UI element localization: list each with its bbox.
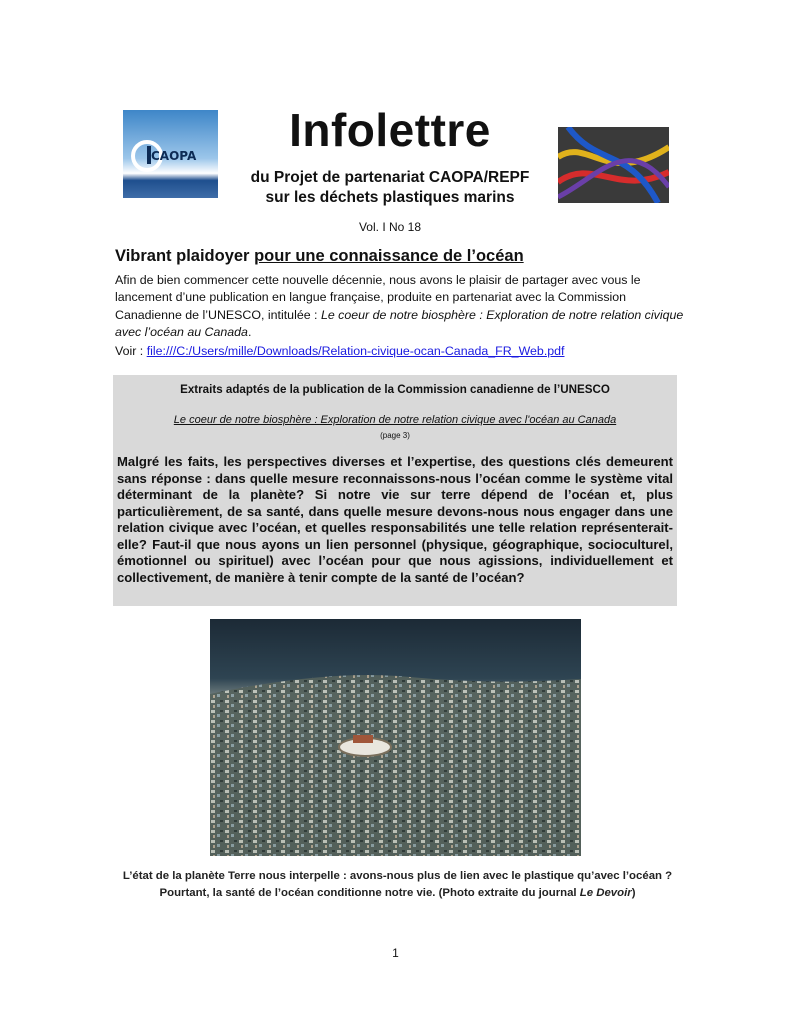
page-number: 1 [392, 946, 399, 960]
subtitle-line-2: sur les déchets plastiques marins [265, 189, 515, 206]
plastic-ocean-photo [210, 619, 581, 856]
caption-line-2: Pourtant, la santé de l’océan conditionne notre vie. (Photo extraite du journal Le Devoir) [159, 887, 636, 899]
photo-caption [110, 868, 685, 902]
extract-box [113, 375, 677, 606]
article-headline [115, 247, 524, 266]
headline-underlined: pour une connaissance de l’océan [254, 247, 524, 265]
subtitle-line-1: du Projet de partenariat CAOPA/REPF [250, 169, 530, 186]
extract-page-reference: (page 3) [380, 431, 410, 440]
intro-paragraph [115, 272, 690, 342]
intro-text: Afin de bien commencer cette nouvelle décennie, nous avons le plaisir de partager avec vous le lancement d’une publication en langue française, produite en partenariat avec la Commission Canadienne de l’UNESCO, intitulée : [115, 273, 641, 322]
publication-link[interactable]: file:///C:/Users/mille/Downloads/Relation-civique-ocan-Canada_FR_Web.pdf [146, 344, 565, 358]
see-line [115, 344, 564, 358]
volume-number: Vol. I No 18 [358, 220, 422, 234]
caopa-logo [123, 110, 218, 198]
intro-text-end: . [247, 325, 252, 340]
newsletter-title: Infolettre [289, 104, 491, 156]
caption-source: Le Devoir [579, 887, 632, 899]
newsletter-subtitle [210, 168, 570, 208]
extract-publication-title: Le coeur de notre biosphère : Exploration de notre relation civique avec l'océan au Canada [173, 414, 617, 426]
headline-plain: Vibrant plaidoyer [115, 247, 255, 265]
see-label: Voir : [115, 344, 147, 358]
caption-line-1: L’état de la planète Terre nous interpelle : avons-nous plus de lien avec le plastique qu’avec l’océan ? [122, 870, 673, 882]
knotted-ropes-image [558, 127, 669, 203]
logo-text: CAOPA [151, 149, 197, 163]
extract-quote: Malgré les faits, les perspectives diverses et l’expertise, des questions clés demeurent sans réponse : dans quelle mesure reconnaissons-nous l’océan comme le système vital déterminant de la planète? Si notre vie sur terre dépend de l’océan et, plus particulièrement, de sa santé, dans quelle mesure devons-nous nous engager dans une relation civique avec l’océan, et quelles responsabilités une telle relation représenterait-elle? Faut-il que nous ayons un lien personnel (physique, géographique, socioculturel, émotionnel ou spirituel) avec l’océan pour que nous agissions, individuellement et collectivement, de manière à tenir compte de la santé de l’océan? [117, 454, 673, 585]
extract-heading: Extraits adaptés de la publication de la Commission canadienne de l’UNESCO [180, 383, 610, 396]
intro-publication-title: Le coeur de notre biosphère : Exploration de notre relation civique avec l’océan au Canada [115, 307, 684, 340]
